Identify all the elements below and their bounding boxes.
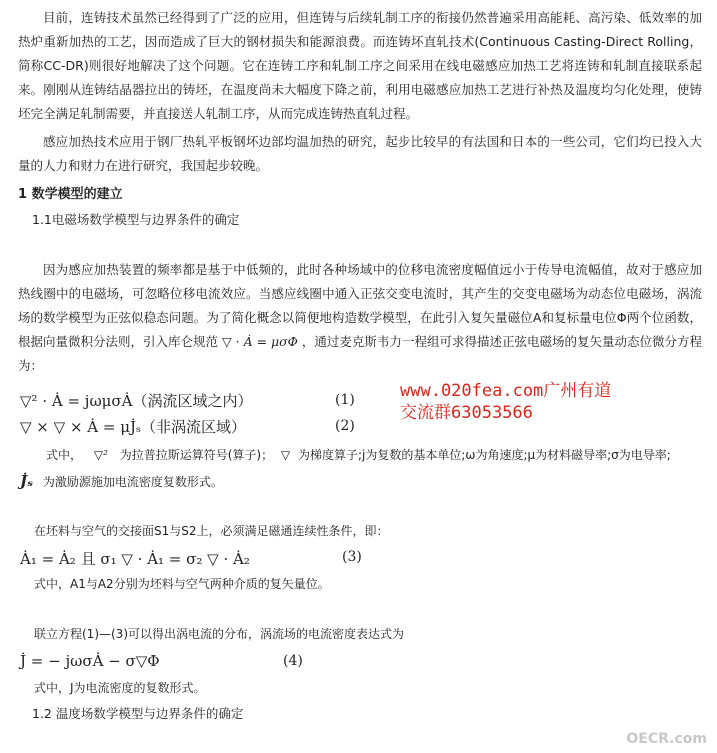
equation-1-number: (1): [335, 392, 355, 408]
joint-equations-text: 联立方程(1)—(3)可以得出涡电流的分布，涡流场的电流密度表达式为: [34, 627, 404, 641]
symbols-text: 为梯度算子;j为复数的基本单位;ω为角速度;μ为材料磁导率;σ为电导率;: [297, 448, 671, 462]
equation-3: Ȧ₁ = Ȧ₂ 且 σ₁ ▽ · Ȧ₁ = σ₂ ▽ · Ȧ₂: [20, 550, 250, 568]
equation-4: J̇ = − jωσȦ − σ▽Φ: [20, 652, 160, 670]
nabla-symbol: ▽: [280, 448, 291, 462]
equation-2-number: (2): [335, 418, 355, 434]
subsection-heading-1-2: 1.2 温度场数学模型与边界条件的确定: [32, 706, 244, 721]
js-symbol: J̇ₛ: [20, 472, 34, 490]
equation-4-number: (4): [283, 653, 303, 669]
equation-2: ▽ × ▽ × Ȧ = μJ̇ₛ（非涡流区域）: [20, 418, 247, 436]
eq3-explanation: 式中，A1与A2分别为坯料与空气两种介质的复矢量位。: [34, 577, 330, 591]
model-paragraph: [18, 258, 702, 378]
model-text-a: 因为感应加热装置的频率都是基于中低频的，此时各种场域中的位移电流密度幅值远小于传导电流幅值，故对于感应加热线圈中的电磁场，可忽略位移电流效应。当感应线圈中通入正弦交变电流时，其产生的交变电磁场为动态位电磁场，涡流场的数学模型为正弦似稳态问题。为了简化概念以简便地构造数学模型，在此引入复矢量磁位A和复标量电位Φ两个位函数，根据向量微积分法则，引入库仑规范: [18, 262, 702, 349]
watermark-line-2: 交流群63053566: [400, 403, 533, 423]
interface-condition-text: 在坯料与空气的交接面S1与S2上，必须满足磁通连续性条件，即：: [34, 524, 389, 538]
research-paragraph: 感应加热技术应用于钢厂热轧平板钢坏边部均温加热的研究，起步比较早的有法国和日本的一些公司，它们均已投入大量的人力和财力在进行研究，我国起步较晚。: [18, 134, 702, 173]
js-text: 为激励源施加电流密度复数形式。: [42, 475, 223, 489]
equation-1: ▽² · Ȧ = jωμσȦ（涡流区域之内）: [20, 392, 253, 410]
coulomb-gauge: ▽ · Ȧ = μσΦ: [222, 334, 298, 349]
intro-paragraph: 目前，连铸技术虽然已经得到了广泛的应用，但连铸与后续轧制工序的衔接仍然普遍采用高能耗、高污染、低效率的加热炉重新加热的工艺，因而造成了巨大的钢材损失和能源浪费。而连铸坏直轧技术(Continuous Casting-Direct Rolling，简称CC-DR)则很好地解决了这个问题。它在连铸工序和轧制工序之间采用在线电磁感应加热工艺将连铸和轧制直接联系起来。刚刚从连铸结晶器拉出的铸坯，在温度尚未大幅度下降之前，利用电磁感应加热工艺进行补热及温度均匀化处理，使铸坯完全满足轧制需要，并直接送人轧制工序，从而完成连铸热直轧过程。: [18, 10, 702, 121]
watermark: [400, 380, 611, 424]
footer-watermark: OECR.com: [626, 731, 707, 747]
explanation-prefix: 式中，: [46, 448, 83, 462]
equation-3-number: (3): [342, 549, 362, 565]
eq12-explanation-line-2: [20, 470, 223, 493]
eq12-explanation-line-1: [46, 444, 671, 466]
laplacian-symbol: ▽²: [93, 448, 108, 462]
section-heading: 1 数学模型的建立: [18, 187, 123, 202]
laplacian-text: 为拉普拉斯运算符号(算子)；: [119, 448, 274, 462]
watermark-line-1: www.020fea.com广州有道: [400, 381, 612, 401]
eq4-explanation: 式中，J为电流密度的复数形式。: [34, 681, 206, 695]
subsection-heading-1-1: 1.1电磁场数学模型与边界条件的确定: [32, 212, 240, 227]
model-text-b: ，通过麦克斯韦力一程组可求得描述正弦电磁场的复矢量动态位微分方程为：: [18, 334, 702, 373]
